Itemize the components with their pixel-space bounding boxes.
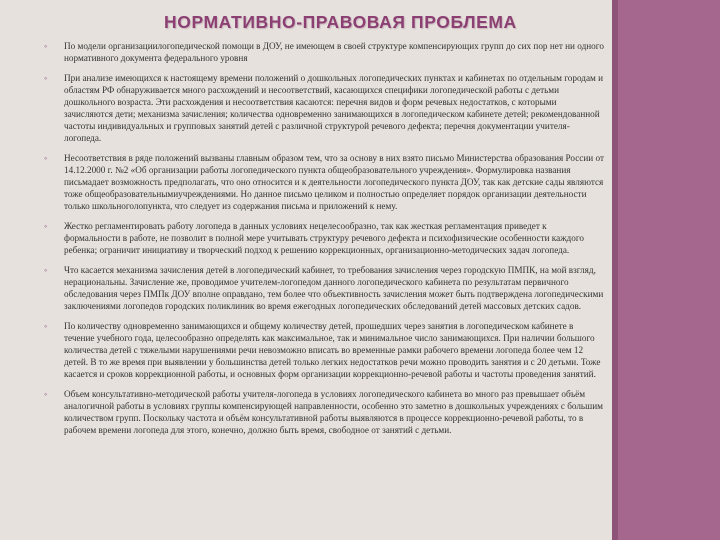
bullet-item xyxy=(44,264,604,312)
bullet-text: По количеству одновременно занимающихся и общему количеству детей, прошедших через занятия в логопедическом кабинете в течение учебного года, целесообразно определять как максимальное, так и минимальное число занимающихся. При наличии большого количества детей с тяжелыми нарушениями речи невозможно вписать во временные рамки рабочего времени логопеда более чем 12 детей. В то же время при выявлении у большинства детей только легких недостатков речи можно проводить занятия и с 20 детьми. Тоже касается и сроков коррекционной работы, и основных форм организации коррекционно-речевой работы и частоты проведения занятий. xyxy=(64,320,601,380)
bullet-marker-icon: ◦ xyxy=(44,221,48,231)
bullet-text: При анализе имеющихся к настоящему времени положений о дошкольных логопедических пунктах и кабинетах по отдельным городам и областям РФ обнаруживается много расхождений и несоответствий, касающихся специфики логопедической работы с детьми дошкольного возраста. Эти расхождения и несоответствия касаются: перечня видов и форм речевых недостатков, с которыми зачисляются дети; механизма зачисления; количества одновременно занимающихся в логопедическом кабинете детей; рекомендованной частоты индивидуальных и групповых занятий детей с различной структурой речевого дефекта; перечня документации учителя-логопеда. xyxy=(64,72,604,144)
bullet-text: Что касается механизма зачисления детей в логопедический кабинет, то требования зачисления через городскую ПМПК, на мой взгляд, нерациональны. Зачисление же, проводимое учителем-логопедом данного логопедического кабинета по результатам первичного обследования через ПМПк ДОУ вполне оправдано, тем более что объективность зачисления может быть подтверждена логопедическими заключениями логопедов городских поликлиник во время ежегодных логопедических обследований детей массовых детских садов. xyxy=(64,264,604,312)
bullet-text: Объем консультативно-методической работы учителя-логопеда в условиях логопедического кабинета во много раз превышает объём аналогичной работы в условиях группы компенсирующей направленности, особенно это заметно в дошкольных учреждениях с большим количеством групп. Поскольку частота и объём консультативной работы выявляются в процессе коррекционно-речевой работы, то в рабочем времени логопеда для этого, конечно, должно быть время, свободное от занятий с детьми. xyxy=(64,388,603,436)
slide-title: НОРМАТИВНО-ПРАВОВАЯ ПРОБЛЕМА xyxy=(164,12,517,32)
bullet-text: Несоответствия в ряде положений вызваны главным образом тем, что за основу в них взято письмо Министерства образования России от 14.12.2000 г. №2 «Об организации работы логопедического пункта общеобразовательного учреждения». Формулировка названия письмадает возможность предполагать, что оно относится и к деятельности логопедического пункта ДОУ, так как детские сады являются тоже общеобразовательнымиучреждениями. Но данное письмо целиком и полностью определяет порядок организации деятельности только школьноголопункта, что следует из содержания письма и приложений к нему. xyxy=(64,152,605,212)
bullet-text: Жестко регламентировать работу логопеда в данных условиях нецелесообразно, так как жесткая регламентация приведет к формальности в работе, не позволит в полной мере учитывать структуру речевого дефекта и психофизические особенности каждого ребенка; ограничит инициативу и творческий подход к решению коррекционных, организационно-методических задач логопеда. xyxy=(64,221,584,256)
bullet-item xyxy=(44,388,604,436)
sidebar-shade xyxy=(612,0,618,540)
bullet-list xyxy=(44,40,604,444)
bullet-marker-icon: ◦ xyxy=(44,152,48,163)
bullet-item xyxy=(44,220,604,256)
bullet-item xyxy=(44,72,604,145)
bullet-marker-icon: ◦ xyxy=(44,320,48,331)
bullet-marker-icon: ◦ xyxy=(44,41,48,51)
bullet-item xyxy=(44,320,604,380)
bullet-marker-icon: ◦ xyxy=(44,72,48,83)
bullet-marker-icon: ◦ xyxy=(44,388,48,399)
bullet-item xyxy=(44,152,604,212)
bullet-text: По модели организациилогопедической помощи в ДОУ, не имеющем в своей структуре компенсирующих групп до сих пор нет ни одного нормативного документа федерального уровня xyxy=(64,41,604,64)
accent-sidebar xyxy=(612,0,720,540)
bullet-item xyxy=(44,40,604,64)
bullet-marker-icon: ◦ xyxy=(44,264,48,275)
